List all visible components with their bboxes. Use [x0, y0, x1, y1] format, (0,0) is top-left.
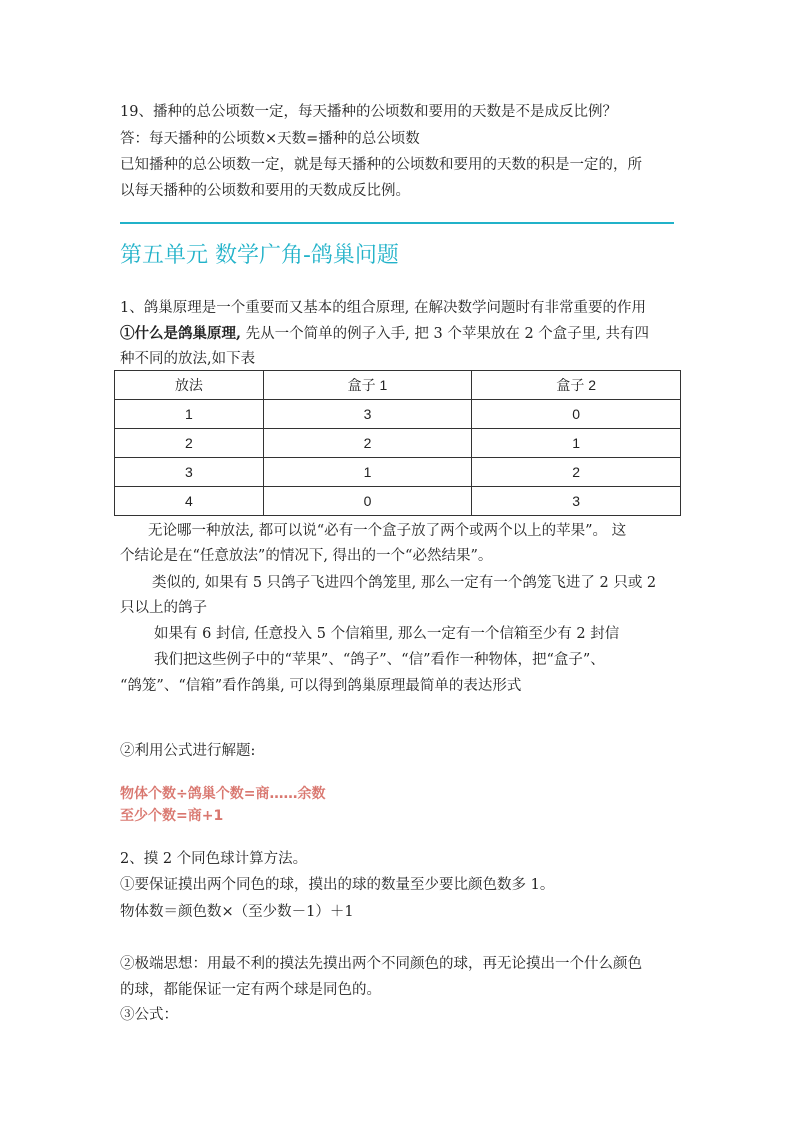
p1-line-3: 种不同的放法,如下表: [120, 351, 256, 367]
table-cell: 2: [472, 458, 681, 487]
table-row: [115, 487, 681, 516]
table-header-cell: 盒子 2: [472, 371, 681, 400]
p3-heading: ②利用公式进行解题:: [120, 743, 256, 759]
table-row: [115, 429, 681, 458]
table-cell: 3: [115, 458, 264, 487]
table-cell: 1: [263, 458, 472, 487]
table-cell: 1: [115, 400, 264, 429]
table-header-row: [115, 371, 681, 400]
p1-bold-lead: ①什么是鸽巢原理,: [120, 325, 242, 342]
section-divider: [120, 222, 674, 224]
table-cell: 3: [263, 400, 472, 429]
q19-explain-2: 以每天播种的公顷数和要用的天数成反比例。: [120, 183, 410, 199]
q19-answer: 答：每天播种的公顷数×天数=播种的总公顷数: [120, 131, 420, 147]
table-cell: 0: [263, 487, 472, 516]
p1-line-1: 1、鸽巢原理是一个重要而又基本的组合原理, 在解决数学问题时有非常重要的作用: [120, 300, 646, 316]
formula-1: 物体个数÷鸽巢个数=商……余数: [120, 786, 326, 802]
p2-line-7: “鸽笼”、“信箱”看作鸽巢, 可以得到鸽巢原理最简单的表达形式: [120, 678, 522, 694]
p2-line-3: 类似的, 如果有 5 只鸽子飞进四个鸽笼里, 那么一定有一个鸽笼飞进了 2 只或 2: [152, 575, 657, 591]
p2-line-5: 如果有 6 封信, 任意投入 5 个信箱里, 那么一定有一个信箱至少有 2 封信: [154, 626, 620, 642]
p1-line-2: [120, 321, 649, 347]
table-cell: 2: [263, 429, 472, 458]
table-header-cell: 盒子 1: [263, 371, 472, 400]
table-cell: 2: [115, 429, 264, 458]
section-title: 第五单元 数学广角-鸽巢问题: [120, 243, 399, 268]
p2-line-1: 无论哪一种放法, 都可以说“必有一个盒子放了两个或两个以上的苹果”。 这: [148, 523, 627, 539]
p5-line-1: ②极端思想：用最不利的摸法先摸出两个不同颜色的球，再无论摸出一个什么颜色: [120, 956, 642, 972]
table-cell: 1: [472, 429, 681, 458]
formula-2: 至少个数=商+1: [120, 808, 224, 824]
table-cell: 4: [115, 487, 264, 516]
p2-line-2: 个结论是在“任意放法”的情况下, 得出的一个“必然结果”。: [120, 548, 493, 564]
p2-line-6: 我们把这些例子中的“苹果”、“鸽子”、“信”看作一种物体，把“盒子”、: [154, 652, 605, 668]
table-row: [115, 400, 681, 429]
p5-line-3: ③公式：: [120, 1007, 178, 1023]
placement-table: [114, 370, 681, 516]
q19-question: 19、播种的总公顷数一定，每天播种的公顷数和要用的天数是不是成反比例？: [120, 104, 617, 120]
table-header-cell: 放法: [115, 371, 264, 400]
q19-explain-1: 已知播种的总公顷数一定，就是每天播种的公顷数和要用的天数的积是一定的，所: [120, 157, 642, 173]
p4-line-2: ①要保证摸出两个同色的球，摸出的球的数量至少要比颜色数多 1。: [120, 877, 555, 893]
table-cell: 3: [472, 487, 681, 516]
p2-line-4: 只以上的鸽子: [120, 600, 207, 616]
p1-line-2-rest: 先从一个简单的例子入手, 把 3 个苹果放在 2 个盒子里, 共有四: [241, 326, 649, 342]
p4-line-3: 物体数＝颜色数×（至少数－1）＋1: [120, 904, 354, 920]
p5-line-2: 的球，都能保证一定有两个球是同色的。: [120, 982, 381, 998]
table-row: [115, 458, 681, 487]
table-cell: 0: [472, 400, 681, 429]
p4-line-1: 2、摸 2 个同色球计算方法。: [120, 851, 308, 867]
